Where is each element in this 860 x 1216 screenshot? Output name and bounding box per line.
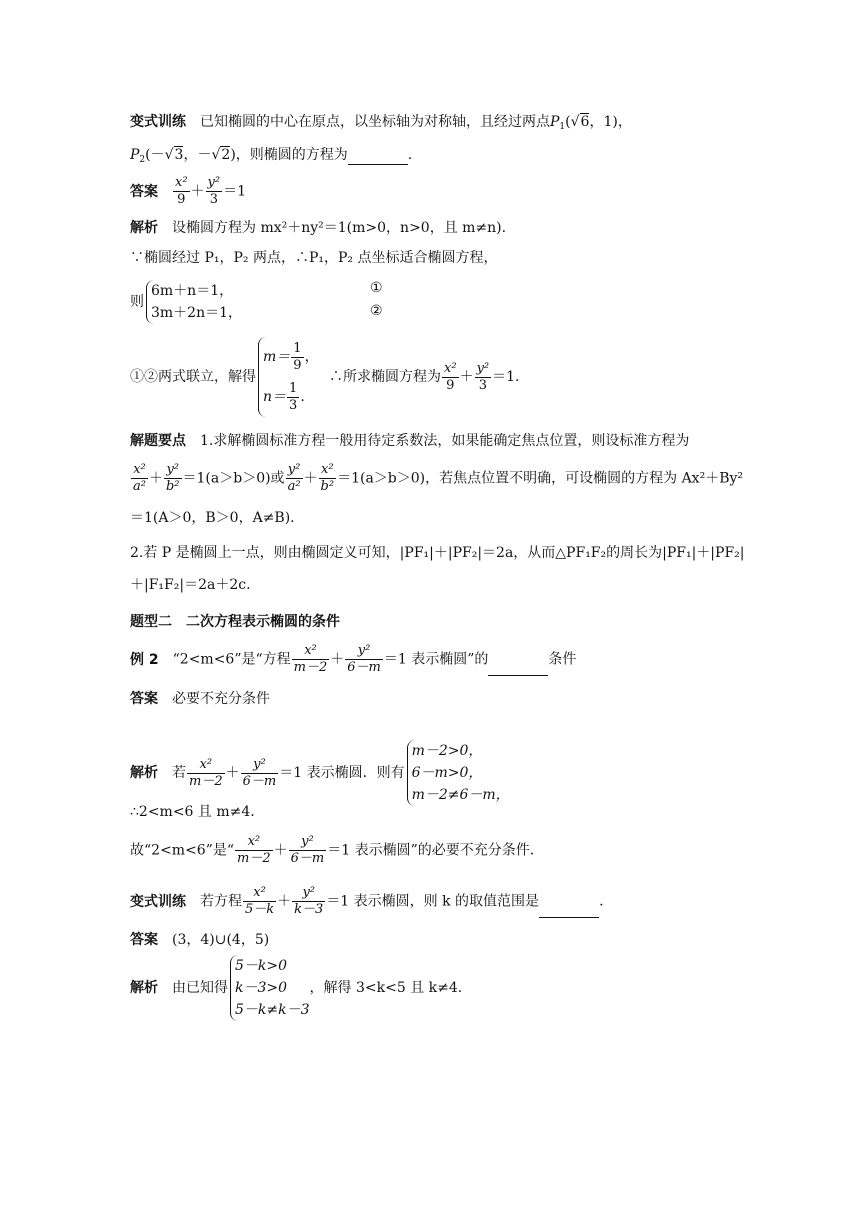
var2-b: ＝1 表示椭圆，则 k 的取值范围是	[326, 893, 540, 910]
plus: ＋	[190, 183, 205, 200]
answer-blank	[348, 150, 408, 165]
frac-var2-1: $\frac{\text{x²}}{5-k}$	[245, 885, 275, 917]
point-rest: ，1)，	[589, 114, 632, 130]
root-2: 2	[221, 147, 231, 163]
sub-2: 2	[139, 155, 146, 165]
frac-conc-1: $\frac{\text{x²}}{m-2}$	[237, 834, 271, 866]
conclusion-2: 故“2<m<6”是“ $\frac{\text{x²}}{m-2}$ ＋ $\frac{\text{y²}}{6-m}$ ＝1 表示椭圆”的必要不充分条件.	[130, 834, 535, 866]
joint-line: ①②两式联立，解得 m＝ $\frac{1}{9}$ ， n＝ $\frac{1}{3}$ . ∴所求椭圆方程为 $\frac{\text{x²}}{9}$ ＋ $\frac{\text{y²}}{3}$ ＝1.	[130, 337, 519, 417]
therefore-text: ∴所求椭圆方程为	[329, 369, 442, 385]
sub-1: 1	[559, 122, 566, 132]
label-answer-2: 答案	[130, 691, 158, 707]
var2-a: 若方程	[200, 893, 242, 910]
frac-ex2-1: $\frac{\text{x²}}{m-2}$	[293, 643, 328, 675]
label-solution-3: 解析	[130, 980, 158, 996]
frac-y2-a2: $\frac{\text{y²}}{\text{a²}}$	[287, 462, 301, 494]
equation-1: 6m＋n＝1，	[151, 283, 234, 299]
label-answer: 答案	[130, 183, 158, 200]
label-example-2: 例 2	[130, 651, 159, 668]
section-heading	[130, 612, 354, 632]
exercise-line-2: $P_2(-√3$，－√2)，则椭圆的方程为 .	[130, 147, 413, 165]
solution-system: m＝ $\frac{1}{9}$ ， n＝ $\frac{1}{3}$ .	[258, 337, 319, 417]
key-points-3: ＝1(A＞0，B＞0，A≠B).	[130, 510, 295, 526]
solution-3	[130, 955, 462, 1021]
frac-ex2-2: $\frac{\text{y²}}{6-m}$	[347, 643, 381, 675]
since-line: ∵椭圆经过 P₁，P₂ 两点，∴P₁，P₂ 点坐标适合椭圆方程，	[130, 250, 498, 266]
p2-c: )，则椭圆的方程为	[230, 147, 348, 163]
circle-2: ②	[370, 303, 383, 319]
label-answer-3: 答案	[130, 932, 158, 948]
solution-text: 设椭圆方程为 mx²＋ny²＝1(m>0，n>0，且 m≠n).	[172, 220, 507, 236]
conc-a: 故“2<m<6”是“	[130, 842, 235, 859]
ex2-a: “2<m<6”是“方程	[172, 651, 291, 668]
blank-var2	[539, 903, 599, 918]
frac-sol2-2: $\frac{\text{y²}}{6-m}$	[242, 756, 277, 789]
solution-2: 解析 若 $\frac{\text{x²}}{m-2}$ ＋ $\frac{\text{y²}}{6-m}$ ＝1 表示椭圆．则有 m－2>0， 6－m>0， m－2≠6－m，	[130, 740, 510, 806]
frac-var2-2: $\frac{\text{y²}}{k-3}$	[294, 885, 324, 917]
heading-type2: 题型二 二次方程表示椭圆的条件	[130, 614, 340, 630]
root-3: 3	[174, 147, 184, 163]
then-text: 则	[130, 294, 144, 310]
frac-x2-b2: $\frac{\text{x²}}{\text{b²}}$	[320, 462, 335, 494]
frac-y2-b2: $\frac{\text{y²}}{\text{b²}}$	[165, 462, 180, 494]
joint-text: ①②两式联立，解得	[130, 369, 256, 385]
circle-1: ①	[370, 280, 383, 296]
answer-1	[130, 175, 246, 208]
answer-3-text: (3，4)∪(4，5)	[172, 932, 270, 948]
answer-3	[130, 930, 269, 950]
conc-b: ＝1 表示椭圆”的必要不充分条件.	[327, 842, 535, 859]
key-text-2b: ＝1(a＞b＞0)，若焦点位置不明确，可设椭圆的方程为 Ax²＋By²	[337, 470, 744, 487]
sol2-system: m－2>0， 6－m>0， m－2≠6－m，	[407, 740, 510, 806]
sol3-system: 5－k>0 k－3>0 5－k≠k－3	[230, 955, 310, 1021]
root-6: 6	[580, 114, 590, 130]
exercise-2: 变式训练 若方程 $\frac{\text{x²}}{5-k}$ ＋ $\frac{\text{y²}}{k-3}$ ＝1 表示椭圆，则 k 的取值范围是 .	[130, 885, 604, 917]
fraction-x2-9: $\frac{\text{x²}}{9}$	[175, 175, 188, 207]
frac-x2-a2: $\frac{\text{x²}}{\text{a²}}$	[133, 462, 146, 494]
key-text-1: 1.求解椭圆标准方程一般用待定系数法，如果能确定焦点位置，则设标准方程为	[200, 433, 690, 449]
point-p2: P	[130, 147, 140, 163]
point-p: P	[550, 114, 560, 130]
fraction-y2-3b: $\frac{\text{y²}}{3}$	[476, 360, 490, 393]
fraction-x2-9b: $\frac{\text{x²}}{9}$	[444, 360, 457, 393]
p2-end: .	[407, 147, 413, 163]
key-points-1	[130, 431, 689, 451]
example-2: 例 2 “2<m<6”是“方程 $\frac{\text{x²}}{m-2}$ ＋ $\frac{\text{y²}}{6-m}$ ＝1 表示椭圆”的 条件	[130, 643, 577, 675]
key-points-2: $\frac{\text{x²}}{\text{a²}}$ ＋ $\frac{\text{y²}}{\text{b²}}$ ＝1(a＞b＞0)或 $\frac{\text{y²}}{\text{a²}}$ ＋ $\frac{\text{x²}}{\text{b²}}$ ＝1(a＞b＞0)，若焦点位置不明确，可设椭圆的方程为 Ax²＋By²	[133, 462, 744, 494]
label-solution-2: 解析	[130, 765, 158, 781]
label-variant-training-2: 变式训练	[130, 893, 186, 910]
exercise-line-1: 变式训练 已知椭圆的中心在原点，以坐标轴为对称轴，且经过两点$P_1(√6$，1)，	[130, 114, 632, 132]
solution-1	[130, 218, 506, 238]
p2-b: ，－	[183, 147, 212, 163]
label-solution: 解析	[130, 220, 158, 236]
key-points-5: ＋|F₁F₂|＝2a＋2c.	[130, 577, 251, 593]
answer-2	[130, 689, 270, 709]
key-points-4: 2.若 P 是椭圆上一点，则由椭圆定义可知，|PF₁|＋|PF₂|＝2a，从而△PF₁F₂的周长为|PF₁|＋|PF₂|	[130, 545, 745, 561]
var2-c: .	[599, 893, 604, 910]
frac-sol2-1: $\frac{\text{x²}}{m-2}$	[189, 756, 223, 789]
label-variant-training: 变式训练	[130, 114, 186, 130]
sol3-a: 由已知得	[172, 980, 228, 996]
frac-conc-2: $\frac{\text{y²}}{6-m}$	[290, 834, 325, 866]
fraction-y2-3: $\frac{\text{y²}}{3}$	[207, 175, 221, 207]
ex2-b: ＝1 表示椭圆”的	[383, 651, 489, 668]
eq-end: ＝1.	[492, 369, 520, 385]
result-2: ∴2<m<6 且 m≠4.	[130, 804, 255, 820]
p2-a: (－	[145, 147, 165, 163]
key-text-2a: ＝1(a＞b＞0)或	[182, 470, 285, 487]
eq-1: ＝1	[223, 183, 247, 200]
label-key-points: 解题要点	[130, 433, 186, 449]
answer-2-text: 必要不充分条件	[172, 691, 270, 707]
sol2-b: ＝1 表示椭圆．则有	[279, 765, 405, 781]
sol2-a: 若	[172, 765, 186, 781]
blank-ex2	[488, 661, 548, 676]
system-1	[130, 280, 242, 324]
equation-2: 3m＋2n＝1，	[151, 305, 243, 321]
paren: (	[565, 114, 571, 130]
sol3-b: ，解得 3<k<5 且 k≠4.	[309, 980, 463, 996]
exercise-text: 已知椭圆的中心在原点，以坐标轴为对称轴，且经过两点	[200, 114, 550, 130]
brace-system	[146, 280, 242, 324]
ex2-c: 条件	[548, 651, 577, 668]
